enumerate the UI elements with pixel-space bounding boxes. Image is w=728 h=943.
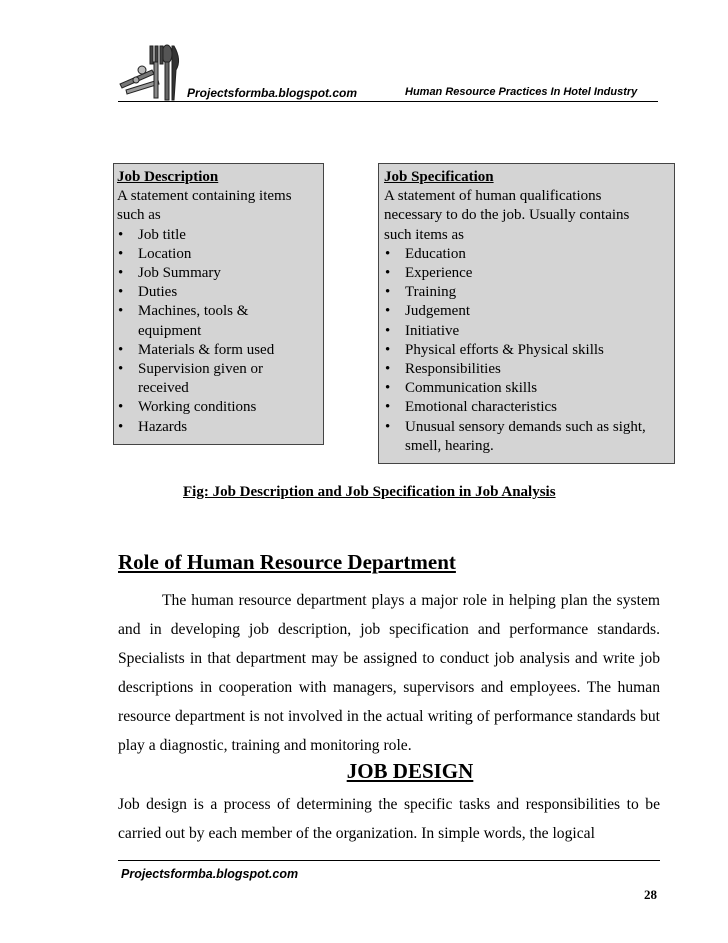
- list-item: • Education: [384, 245, 674, 264]
- section-heading-job-design: JOB DESIGN: [346, 759, 474, 783]
- header-divider: [118, 101, 658, 102]
- header-site-name: Projectsformba.blogspot.com: [187, 86, 358, 100]
- job-specification-intro-line: A statement of human qualifications: [384, 188, 602, 205]
- list-item: • Job title: [117, 226, 323, 245]
- job-description-intro-line: such as: [117, 207, 161, 224]
- list-item: • Hazards: [117, 418, 323, 437]
- page-number: 28: [644, 887, 657, 902]
- list-item: • Working conditions: [117, 398, 323, 417]
- list-item: • Judgement: [384, 302, 674, 321]
- job-specification-intro-line: necessary to do the job. Usually contains: [384, 207, 630, 224]
- job-description-intro: [117, 187, 323, 225]
- list-item: • Supervision given or received: [117, 360, 288, 398]
- job-specification-intro-line: such items as: [384, 226, 464, 243]
- job-specification-intro: [384, 187, 674, 245]
- list-item: • Physical efforts & Physical skills: [384, 341, 674, 360]
- list-item: • Emotional characteristics: [384, 398, 674, 417]
- list-item: • Communication skills: [384, 379, 674, 398]
- job-specification-box: [378, 163, 675, 464]
- list-item: • Job Summary: [117, 264, 323, 283]
- job-description-title: Job Description: [117, 169, 219, 185]
- list-item: • Duties: [117, 283, 323, 302]
- job-specification-list: [384, 245, 674, 456]
- list-item: • Training: [384, 283, 674, 302]
- header-document-title: Human Resource Practices In Hotel Industry: [405, 86, 638, 98]
- job-description-list: [117, 226, 323, 437]
- list-item: • Experience: [384, 264, 674, 283]
- section-heading-role: Role of Human Resource Department: [118, 550, 456, 574]
- job-specification-title: Job Specification: [384, 169, 494, 185]
- figure-caption: Fig: Job Description and Job Specification in Job Analysis: [183, 484, 556, 500]
- footer-site-name: Projectsformba.blogspot.com: [121, 867, 299, 881]
- list-item: • Responsibilities: [384, 360, 674, 379]
- list-item: • Materials & form used: [117, 341, 323, 360]
- role-paragraph: The human resource department plays a major role in helping plan the system and in developing job description, job specification and performance standards. Specialists in that department may be assigned to conduct job analysis and write job descriptions in cooperation with managers, supervisors and employees. The human resource department is not involved in the actual writing of performance standards but play a diagnostic, training and monitoring role.: [118, 592, 660, 754]
- cutlery-icon: [112, 40, 192, 104]
- list-item: • Machines, tools & equipment: [117, 302, 268, 340]
- list-item: • Unusual sensory demands such as sight, smell, hearing.: [384, 418, 655, 456]
- list-item: • Initiative: [384, 322, 674, 341]
- footer-divider: [118, 860, 660, 861]
- job-description-box: [113, 163, 324, 445]
- job-description-intro-line: A statement containing items: [117, 188, 292, 205]
- list-item: • Location: [117, 245, 323, 264]
- job-design-paragraph: Job design is a process of determining the specific tasks and responsibilities to be carried out by each member of the organization. In simple words, the logical: [118, 796, 660, 842]
